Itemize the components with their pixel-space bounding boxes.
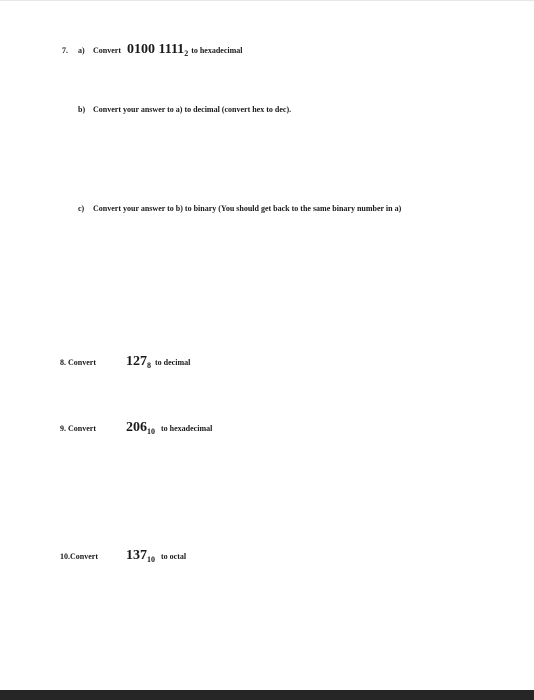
question-number: 7.	[62, 46, 68, 55]
target-base: to hexadecimal	[191, 46, 243, 55]
target-base: to octal	[161, 552, 187, 561]
top-rule	[0, 0, 534, 1]
target-base: to decimal	[155, 358, 191, 367]
question-text: Convert your answer to a) to decimal (convert hex to dec).	[93, 105, 292, 114]
question-label: 9. Convert	[60, 424, 96, 433]
target-base: to hexadecimal	[161, 424, 213, 433]
part-label: b)	[78, 105, 86, 114]
binary-value: 0100 1111	[127, 42, 185, 57]
question-10	[60, 549, 186, 563]
question-label: 8. Convert	[60, 358, 96, 367]
number-value: 206	[126, 420, 147, 435]
bottom-bar	[0, 690, 534, 700]
base-subscript: 10	[147, 427, 155, 436]
question-9	[60, 421, 212, 435]
question-7c	[78, 205, 401, 213]
question-7a	[62, 43, 243, 57]
question-8	[60, 355, 190, 369]
base-subscript: 8	[147, 361, 151, 370]
question-label: 10.Convert	[60, 552, 98, 561]
emphasis-note: (You should get back to the same binary number in a)	[218, 204, 402, 213]
number-value: 137	[126, 548, 147, 563]
base-subscript: 2	[184, 49, 189, 58]
base-subscript: 10	[147, 555, 155, 564]
part-label: a)	[78, 46, 85, 55]
number-value: 127	[126, 354, 147, 369]
question-7b	[78, 106, 291, 114]
convert-verb: Convert	[93, 46, 121, 55]
question-text: Convert your answer to b) to binary	[93, 204, 217, 213]
part-label: c)	[78, 204, 85, 213]
